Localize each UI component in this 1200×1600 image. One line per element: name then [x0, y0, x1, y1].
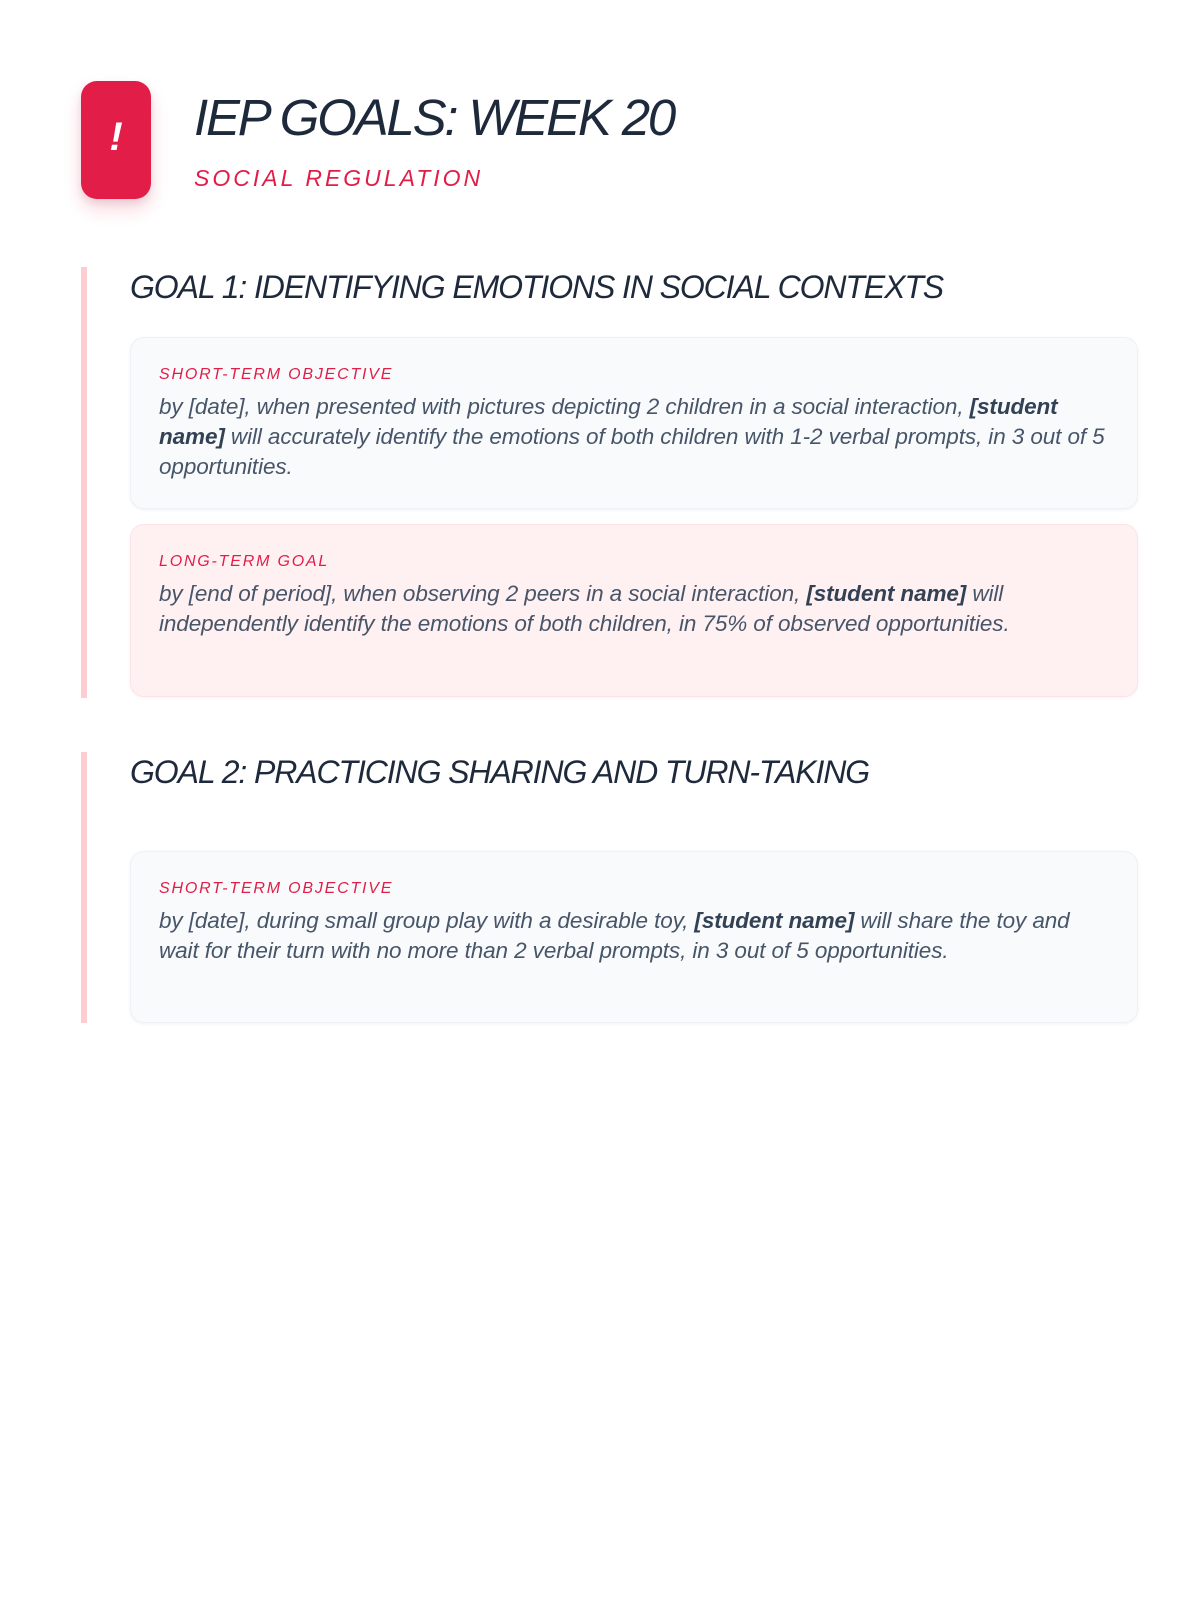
exclamation-icon: ! [109, 115, 123, 159]
card-text-after: will share the toy and wait for their turn with no more than 2 verbal prompts, in 3 out of 5 opportunities. [159, 908, 1070, 963]
card-text [159, 392, 1109, 482]
goal-section-1 [81, 267, 1133, 698]
student-name-placeholder: [student name] [159, 394, 1058, 449]
card-text-before: by [end of period], when observing 2 peers in a social interaction, [159, 581, 807, 606]
student-name-placeholder: [student name] [694, 908, 855, 933]
page-header [81, 81, 1121, 201]
card-label: SHORT-TERM OBJECTIVE [159, 880, 394, 897]
page-subtitle: SOCIAL REGULATION [194, 165, 484, 191]
goal-title: GOAL 2: PRACTICING SHARING AND TURN-TAKING [130, 754, 870, 790]
card-text-after: will independently identify the emotions of both children, in 75% of observed opportunities. [159, 581, 1010, 636]
long-term-goal-card [130, 524, 1138, 697]
goal-section-2 [81, 752, 1133, 1023]
page-title: IEP GOALS: WEEK 20 [194, 89, 675, 146]
alert-badge [81, 81, 151, 199]
student-name-placeholder: [student name] [806, 581, 967, 606]
card-label: SHORT-TERM OBJECTIVE [159, 366, 394, 383]
card-text-before: by [date], during small group play with a desirable toy, [159, 908, 695, 933]
goal-title: GOAL 1: IDENTIFYING EMOTIONS IN SOCIAL CONTEXTS [130, 269, 944, 305]
short-term-objective-card [130, 851, 1138, 1023]
short-term-objective-card [130, 337, 1138, 509]
card-text [159, 579, 1109, 639]
card-label: LONG-TERM GOAL [159, 553, 330, 570]
card-text-before: by [date], when presented with pictures depicting 2 children in a social interaction, [159, 394, 970, 419]
card-text-after: will accurately identify the emotions of both children with 1-2 verbal prompts, in 3 out of 5 opportunities. [159, 424, 1105, 479]
card-text [159, 906, 1109, 966]
